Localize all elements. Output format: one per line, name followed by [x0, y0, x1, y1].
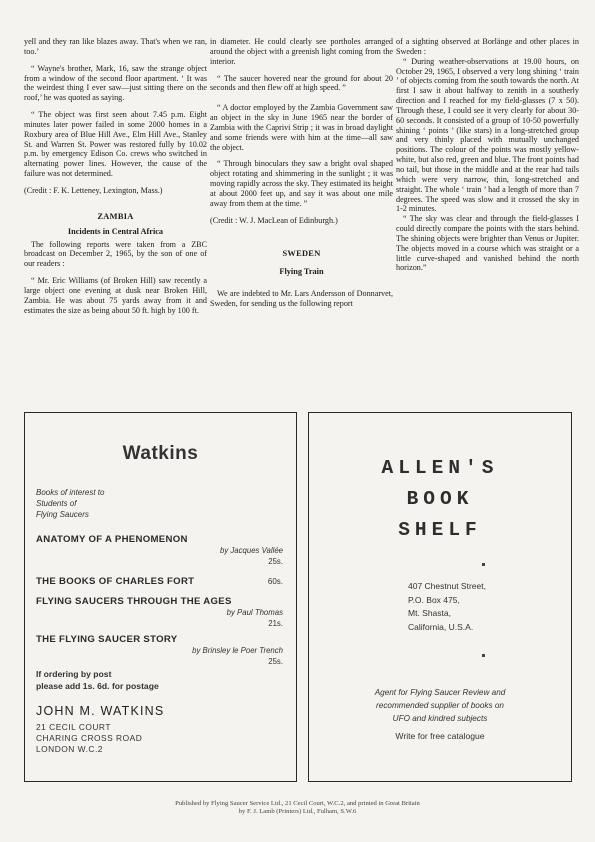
- book-author: by Paul Thomas: [226, 608, 283, 617]
- intro-line: Flying Saucers: [36, 510, 89, 519]
- catalogue-note: Write for free catalogue: [395, 731, 485, 741]
- postage-line: please add 1s. 6d. for postage: [36, 680, 159, 691]
- paragraph: yell and they ran like blazes away. That's when we ran, too.’: [24, 37, 207, 56]
- paragraph: in diameter. He could clearly see portholes arranged around the object with a greenish light coming from the interior.: [210, 37, 393, 66]
- article-column-3: [396, 37, 579, 273]
- bullet-dot: [482, 563, 485, 566]
- article-column-1: [24, 37, 207, 315]
- address-line: 21 CECIL COURT: [36, 722, 111, 732]
- book-author: by Brinsley le Poer Trench: [192, 646, 283, 655]
- ad-intro: [36, 487, 104, 520]
- book-price: 60s.: [267, 577, 283, 586]
- paragraph: “ Wayne's brother, Mark, 16, saw the strange object from a window of the second floor apartment. ‘ It was the weirdest thing I ever saw—just sitting there on the roof,’ he was quoted as saying.: [24, 63, 207, 103]
- ad-title: Watkins: [122, 443, 199, 464]
- bookseller-name: JOHN M. WATKINS: [36, 704, 165, 718]
- paragraph: “ Through binoculars they saw a bright oval shaped object rotating and shimmering in the sunlight ; it was moving rapidly across the sky. They estimated its height at about 2000 feet up, and say it was about one mile away from them at the time. ”: [210, 159, 393, 208]
- section-heading-zambia: ZAMBIA: [97, 211, 134, 221]
- address-line: P.O. Box 475,: [408, 594, 460, 605]
- paragraph: “ During weather-observations at 19.00 hours, on October 29, 1965, I observed a very long shining ‘ train ’ of objects coming from the south towards the north. At first I saw it about halfway to zenith in a southerly direction and I reached for my field-glasses (7 x 50). Through these, I could see it very clearly for about 30-60 seconds. It consisted of a group of 10-50 powerfully shining ‘ points ’ (like stars) in a long-stretched group and very thinly placed with mutually unchanged positions. The colour of the points was mostly yellow-white, but also red, green and blue. The front points had no tail, but those in the middle and at the rear had tails which were very narrow, thin, long-stretched and straight. The whole ‘ train ’ had a length of more than 7 degrees. The speed was slow and it crossed the sky in 1-2 minutes.: [396, 56, 579, 214]
- agent-note: [309, 686, 571, 725]
- section-subheading: Incidents in Central Africa: [67, 226, 164, 236]
- paragraph: of a sighting observed at Borlänge and other places in Sweden :: [396, 37, 579, 56]
- section-heading-sweden: SWEDEN: [282, 248, 321, 258]
- address-line: CHARING CROSS ROAD: [36, 733, 143, 743]
- ad-title-line: SHELF: [398, 519, 482, 541]
- article-column-2: [210, 37, 393, 309]
- address-line: Mt. Shasta,: [408, 608, 451, 618]
- section-subheading: Flying Train: [279, 267, 324, 277]
- footer-line: Published by Flying Saucer Service Ltd., 21 Cecil Court, W.C.2, and printed in Great Britain: [175, 800, 420, 807]
- credit-line: (Credit : F. K. Letteney, Lexington, Mass.): [24, 185, 163, 195]
- book-title: THE BOOKS OF CHARLES FORT: [36, 576, 195, 587]
- postage-line: If ordering by post: [36, 669, 112, 679]
- book-author: by Jacques Vallée: [220, 546, 283, 555]
- book-price: 25s.: [268, 656, 283, 666]
- intro-line: Books of interest to: [36, 488, 105, 497]
- footer-line: by F. J. Lamb (Printers) Ltd., Fulham, S.W.6: [238, 808, 357, 815]
- book-meta: [220, 546, 283, 567]
- bullet-dot: [482, 654, 485, 657]
- watkins-advertisement: [24, 412, 297, 782]
- ad-title-line: ALLEN'S: [381, 457, 499, 479]
- allens-book-shelf-advertisement: [308, 412, 572, 782]
- bookshop-address: [408, 580, 486, 634]
- book-price: 25s.: [268, 556, 283, 566]
- paragraph: “ The object was first seen about 7.45 p.m. Eight minutes later power failed in some 2000 homes in a Roxbury area of Blue Hill Ave., Elm Hill Ave., Stanley St. and Warren St. Power was restored fully by 10.02 p.m. by emergency Edison Co. crews who switched in alternating power lines. However, the cause of the failure was not determined.: [24, 110, 207, 179]
- agent-line: UFO and kindred subjects: [392, 714, 488, 723]
- intro-line: Students of: [36, 499, 77, 508]
- paragraph: The following reports were taken from a ZBC broadcast on December 2, 1965, by the son of one of our readers :: [24, 239, 207, 269]
- bookseller-address: [36, 722, 142, 755]
- postage-note: [36, 669, 159, 692]
- paragraph: We are indebted to Mr. Lars Andersson of Donnarvet, Sweden, for sending us the following report: [210, 289, 393, 309]
- book-title: ANATOMY OF A PHENOMENON: [36, 534, 188, 545]
- credit-line: (Credit : W. J. MacLean of Edinburgh.): [210, 215, 338, 225]
- address-line: LONDON W.C.2: [36, 744, 103, 754]
- address-line: 407 Chestnut Street,: [408, 581, 486, 591]
- book-meta: [192, 646, 283, 667]
- paragraph: “ The sky was clear and through the field-glasses I could directly compare the points with the stars behind. The shining objects were brighter than Venus or Jupiter. The objects moved in a course which was straight or a little curve-shaped and vanished behind the north horizon.”: [396, 214, 579, 273]
- book-price: 21s.: [268, 618, 283, 628]
- agent-line: recommended supplier of books on: [376, 701, 504, 710]
- agent-line: Agent for Flying Saucer Review and: [374, 688, 506, 697]
- paragraph: “ The saucer hovered near the ground for about 20 seconds and then flew off at high speed. ”: [210, 73, 393, 93]
- paragraph: “ Mr. Eric Williams (of Broken Hill) saw recently a large object one evening at dusk near Broken Hill, Zambia. He was about 75 yards away from it and estimates the size as being about 50 ft. high by 100 ft.: [24, 276, 207, 315]
- book-meta: [227, 608, 283, 629]
- publisher-footer: [0, 800, 595, 816]
- ad-title-line: BOOK: [406, 488, 474, 510]
- paragraph: “ A doctor employed by the Zambia Government saw an object in the sky in June 1965 near the border of Zambia with the Caprivi Strip ; it was in broad daylight and some friends were with him at the time—all saw the object.: [210, 103, 393, 152]
- address-line: California, U.S.A.: [408, 621, 474, 632]
- book-title: FLYING SAUCERS THROUGH THE AGES: [36, 596, 232, 607]
- book-title: THE FLYING SAUCER STORY: [36, 634, 178, 645]
